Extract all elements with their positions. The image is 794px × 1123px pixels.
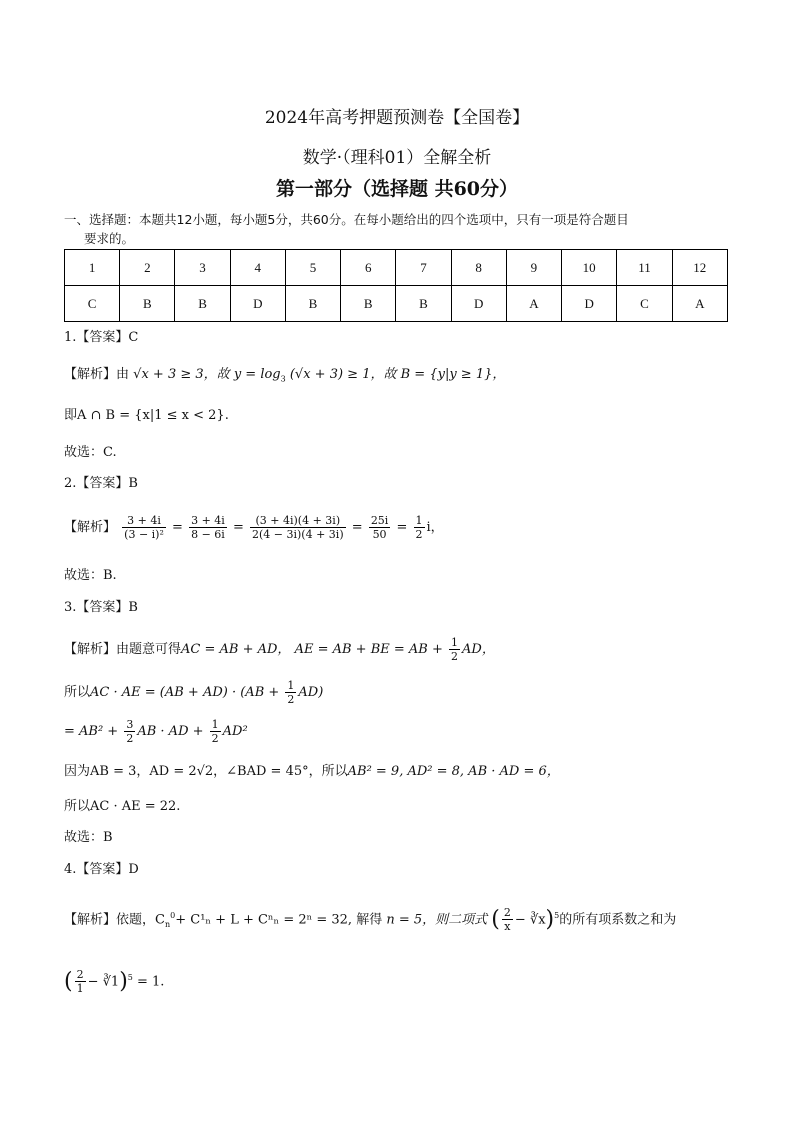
table-cell: 9 xyxy=(506,250,561,286)
exam-title: 2024年高考押题预测卷【全国卷】 xyxy=(264,108,530,128)
answer-table xyxy=(64,249,728,322)
paren-close: ) xyxy=(545,906,555,932)
table-cell: C xyxy=(65,286,120,322)
table-cell: D xyxy=(230,286,285,322)
instructions xyxy=(64,210,736,248)
fraction xyxy=(189,514,227,541)
table-cell: B xyxy=(120,286,175,322)
table-cell: 1 xyxy=(65,250,120,286)
numerator: 1 xyxy=(287,679,295,692)
jiexi-label: 【解析】 xyxy=(64,520,117,535)
q4-solution-line-1 xyxy=(64,906,676,935)
vector-expr: AB² = 9, AD² = 8, AB · AD = 6， xyxy=(347,764,560,779)
vector-expr: AD) xyxy=(298,685,324,700)
table-cell: 8 xyxy=(451,250,506,286)
math: C xyxy=(155,912,165,928)
denominator: x xyxy=(504,920,511,934)
fraction xyxy=(285,679,296,706)
denominator: 50 xyxy=(372,528,387,541)
math-sup: 0 xyxy=(170,911,176,920)
q2-select: 故选：B. xyxy=(64,568,117,583)
table-cell: D xyxy=(451,286,506,322)
vector-expr: = AB² + xyxy=(64,724,119,739)
text: 依题， xyxy=(116,912,156,928)
denominator: 2 xyxy=(211,732,219,745)
fraction xyxy=(210,718,221,745)
q3-solution-line-5: 所以AC · AE = 22. xyxy=(64,799,181,814)
jiexi-label: 【解析】 xyxy=(64,912,117,928)
numerator: 25i xyxy=(370,514,389,527)
equals: = xyxy=(351,520,363,535)
fraction xyxy=(122,514,166,541)
paren-open: ( xyxy=(64,968,73,994)
jiexi-label: 【解析】 xyxy=(64,367,117,382)
table-cell: B xyxy=(175,286,230,322)
text: 由题意可得 xyxy=(116,642,182,657)
fraction xyxy=(414,514,425,541)
table-cell: 4 xyxy=(230,250,285,286)
instructions-line-1: 一、选择题：本题共12小题，每小题5分，共60分。在每小题给出的四个选项中，只有一项是符合题目 xyxy=(64,212,629,227)
math-sub: n xyxy=(164,919,171,929)
q1-solution-line-2: 即A ∩ B = {x|1 ≤ x < 2}. xyxy=(64,408,229,423)
table-cell: A xyxy=(506,286,561,322)
math: = 1. xyxy=(137,974,165,990)
text: 因为AB = 3，AD = 2√2，∠BAD = 45°，所以 xyxy=(64,764,348,779)
fraction xyxy=(502,906,513,933)
text: i， xyxy=(426,520,444,535)
equals: = xyxy=(172,520,183,535)
numerator: 1 xyxy=(451,636,459,649)
q3-solution-line-4 xyxy=(64,762,560,782)
math: n = 5，则二项式 xyxy=(386,912,488,928)
paren-close: ) xyxy=(119,968,128,994)
math: − ∛x xyxy=(514,912,546,928)
table-cell: 7 xyxy=(396,250,451,286)
fraction xyxy=(449,636,460,663)
fraction xyxy=(250,514,346,541)
q3-solution-line-3 xyxy=(64,718,248,745)
q3-answer: 3.【答案】B xyxy=(64,600,138,615)
vector-expr: AC = AB + AD， xyxy=(181,642,291,657)
equals: = xyxy=(396,520,408,535)
q3-solution-line-2 xyxy=(64,679,323,706)
denominator: (3 − i)² xyxy=(124,528,164,541)
table-cell: A xyxy=(672,286,727,322)
denominator: 8 − 6i xyxy=(191,528,225,541)
numerator: 2 xyxy=(76,968,84,982)
fraction xyxy=(124,718,135,745)
sqrt-symbol: √ xyxy=(133,367,142,382)
answer-table-answer-row xyxy=(65,286,728,322)
numerator: 3 + 4i xyxy=(122,514,166,528)
q4-answer: 4.【答案】D xyxy=(64,862,139,877)
q2-answer: 2.【答案】B xyxy=(64,476,138,491)
math: x + 3 ≥ 3，故 xyxy=(141,367,230,382)
vector-expr: AD， xyxy=(462,642,495,657)
paren-open: ( xyxy=(491,906,500,932)
text: 由 xyxy=(116,367,130,382)
math: + C¹ₙ + L + Cⁿₙ = 2ⁿ = 32, 解得 xyxy=(175,912,383,928)
table-cell: B xyxy=(341,286,396,322)
q3-select: 故选：B xyxy=(64,830,113,845)
numerator: (3 + 4i)(4 + 3i) xyxy=(250,514,346,528)
q4-solution-line-2 xyxy=(64,968,164,995)
section-title: 第一部分（选择题 共60分） xyxy=(275,178,519,200)
denominator: 2 xyxy=(126,732,134,745)
numerator: 3 + 4i xyxy=(191,514,225,527)
fraction xyxy=(369,514,391,541)
vector-expr: AC · AE = (AB + AD) · (AB + xyxy=(90,685,280,700)
q1-solution-line-1 xyxy=(64,365,505,390)
fraction xyxy=(75,968,86,995)
q1-select: 故选：C. xyxy=(64,445,117,460)
table-cell: 10 xyxy=(562,250,617,286)
exam-subtitle: 数学·（理科01）全解全析 xyxy=(302,148,492,168)
table-cell: D xyxy=(562,286,617,322)
q3-solution-line-1 xyxy=(64,636,495,663)
jiexi-label: 【解析】 xyxy=(64,642,117,657)
denominator: 2 xyxy=(287,693,295,706)
text: 的所有项系数之和为 xyxy=(559,912,677,928)
numerator: 3 xyxy=(126,718,134,731)
table-cell: 2 xyxy=(120,250,175,286)
vector-expr: AB · AD + xyxy=(137,724,204,739)
math: − ∛1 xyxy=(87,974,120,990)
table-cell: 11 xyxy=(617,250,672,286)
answer-table-number-row xyxy=(65,250,728,286)
denominator: 1 xyxy=(76,982,84,996)
numerator: 1 xyxy=(211,718,219,731)
instructions-line-2: 要求的。 xyxy=(84,231,135,246)
denominator: 2(4 − 3i)(4 + 3i) xyxy=(252,528,344,541)
math: B = {y|y ≥ 1}， xyxy=(400,367,506,382)
table-cell: B xyxy=(285,286,340,322)
vector-expr: AD² xyxy=(222,724,248,739)
denominator: 2 xyxy=(451,650,459,663)
math: y = log xyxy=(233,367,281,382)
numerator: 2 xyxy=(503,906,511,920)
table-cell: C xyxy=(617,286,672,322)
table-cell: 5 xyxy=(285,250,340,286)
table-cell: 3 xyxy=(175,250,230,286)
math-sup: 5 xyxy=(127,973,133,982)
table-cell: B xyxy=(396,286,451,322)
equals: = xyxy=(232,520,244,535)
math-sub: 3 xyxy=(280,374,286,384)
denominator: 2 xyxy=(415,528,423,541)
math-sup: 5 xyxy=(554,911,560,920)
q2-solution-line-1 xyxy=(64,514,444,541)
q1-answer: 1.【答案】C xyxy=(64,330,139,345)
table-cell: 12 xyxy=(672,250,727,286)
numerator: 1 xyxy=(415,514,423,527)
table-cell: 6 xyxy=(341,250,396,286)
math: (√x + 3) ≥ 1，故 xyxy=(289,367,397,382)
vector-expr: AE = AB + BE = AB + xyxy=(294,642,443,657)
text: 所以 xyxy=(64,685,91,700)
